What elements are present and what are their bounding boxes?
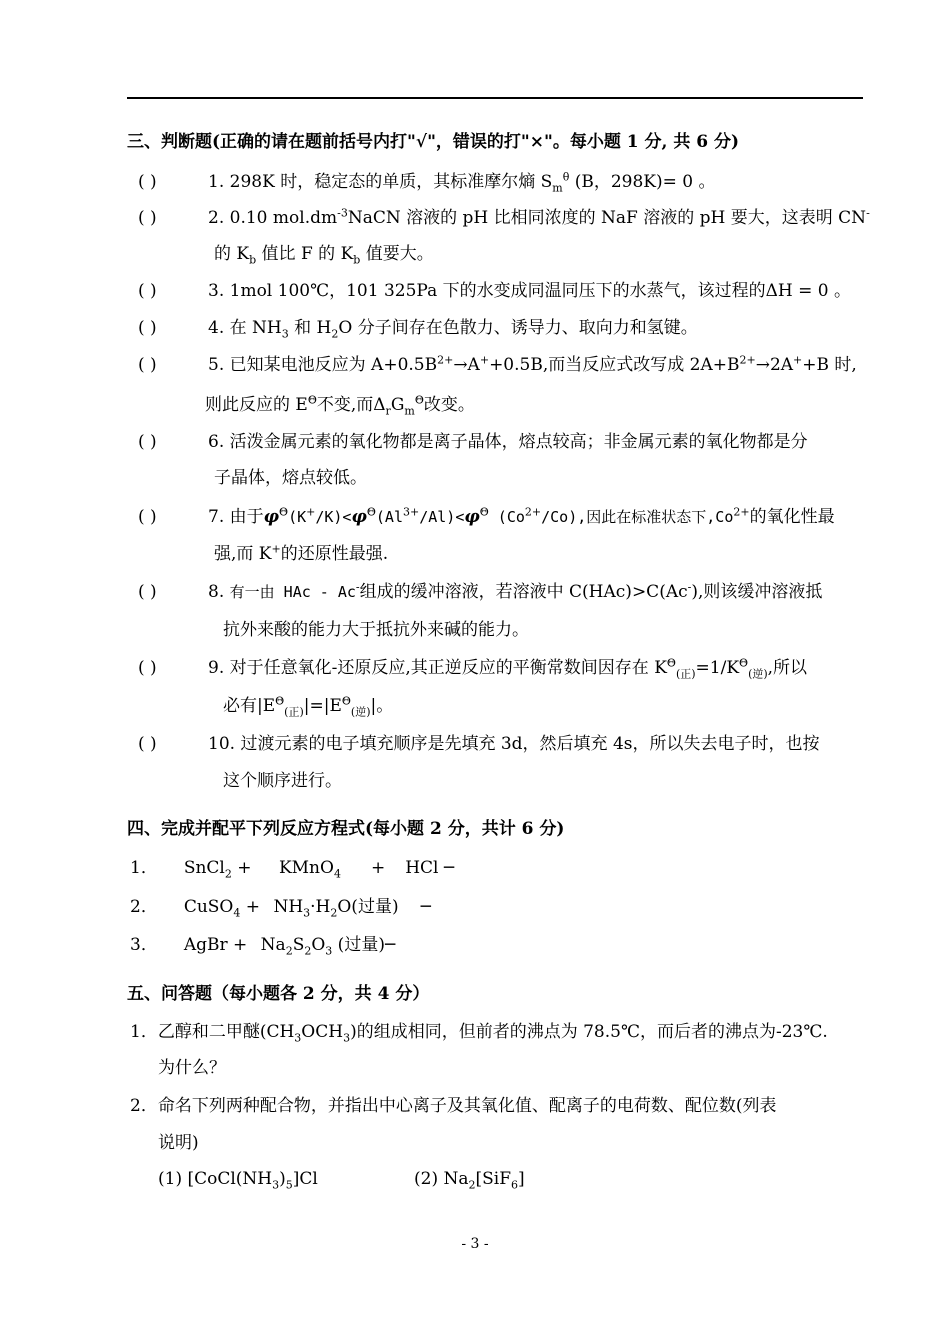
equation-1: 1． SnCl$_2$ + KMnO$_4$ + HCl ─ [130,858,455,881]
judge-item-7: ( ) 7. 由于$\varphi^\Theta(K^+/K)<\varphi^\Theta(Al^{3+}/Al)<\varphi^\Theta$ $(Co^{2+}/Co)$,因此在标准状态下$,Co^{2+}$的氧化性最 [138,505,835,527]
section-4-title: 四、完成并配平下列反应方程式(每小题 2 分，共计 6 分) [127,819,565,839]
judge-item-10-cont: 这个顺序进行。 [223,771,342,791]
answer-paren[interactable]: ( ) [138,208,157,228]
judge-item-2: ( ) 2. 0.10 $mol.dm^{-3}NaCN$ 溶液的 pH 比相同浓度的 NaF 溶液的 pH 要大，这表明 CN- [138,206,870,228]
answer-paren[interactable]: ( ) [138,507,157,527]
judge-item-7-cont: 强,而 K+的还原性最强. [214,542,389,564]
page-number: - 3 - [461,1236,489,1252]
judge-item-10: ( ) 10. 过渡元素的电子填充顺序是先填充 3d，然后填充 4s，所以失去电子时，也按 [138,734,820,754]
judge-item-6: ( ) 6. 活泼金属元素的氧化物都是离子晶体，熔点较高；非金属元素的氧化物都是分 [138,432,808,452]
top-rule [127,97,863,99]
answer-paren[interactable]: ( ) [138,355,157,375]
answer-paren[interactable]: ( ) [138,734,157,754]
judge-item-8: ( ) 8. 有一由 HAc - Ac-组成的缓冲溶液，若溶液中 C(HAc)>C(Ac-),则该缓冲溶液抵 [138,580,823,602]
equation-3: 3． AgBr + $Na_2S_2O_3$ (过量)─ [130,935,396,958]
equation-2: 2． CuSO$_4$ + $NH_3\cdot H_2O$(过量) ─ [130,897,431,920]
judge-item-9: ( ) 9. 对于任意氧化-还原反应,其正逆反应的平衡常数间因存在 $K^\Theta_{(正)}=1/K^\Theta_{(逆)}$,所以 [138,656,808,681]
judge-item-5: ( ) 5. 已知某电池反应为 $A+0.5B^{2+}\to A^++0.5B$,而当反应式改写成 $2A+B^{2+}\to 2A^++B$ 时, [138,353,857,375]
answer-paren[interactable]: ( ) [138,172,157,192]
judge-item-3: ( ) 3. 1mol 100℃，101 325Pa 下的水变成同温同压下的水蒸气，该过程的ΔH = 0 。 [138,281,852,301]
judge-item-5-cont: 则此反应的 $E^\Theta$不变,而$\Delta_rG_m^\Theta$改变。 [205,393,475,418]
judge-item-8-cont: 抗外来酸的能力大于抵抗外来碱的能力。 [223,620,529,640]
judge-item-2-cont: 的 $K_b$ 值比 F 的 $K_b$ 值要大。 [214,244,434,267]
section-3-title: 三、判断题(正确的请在题前括号内打"√"，错误的打"×"。每小题 1 分, 共 6 分) [127,132,740,152]
answer-paren[interactable]: ( ) [138,658,157,678]
judge-item-6-cont: 子晶体，熔点较低。 [214,468,367,488]
qa-item-1: 1．乙醇和二甲醚$(CH_3OCH_3)$的组成相同，但前者的沸点为 78.5℃，而后者的沸点为-23℃. [130,1022,828,1045]
answer-paren[interactable]: ( ) [138,318,157,338]
qa-item-2: 2．命名下列两种配合物，并指出中心离子及其氧化值、配离子的电荷数、配位数(列表 [130,1096,777,1116]
answer-paren[interactable]: ( ) [138,582,157,602]
qa-item-1-cont: 为什么？ [158,1058,226,1078]
judge-item-4: ( ) 4. 在 $NH_3$ 和 $H_2O$ 分子间存在色散力、诱导力、取向力和氢键。 [138,318,698,341]
answer-paren[interactable]: ( ) [138,281,157,301]
judge-item-1: ( ) 1. 298K 时，稳定态的单质，其标准摩尔熵 $S_m^\theta$ (B，298K)= 0 。 [138,170,716,195]
judge-item-9-cont: 必有$|E^\Theta_{(正)}|=|E^\Theta_{(逆)}|$。 [223,694,394,719]
qa-item-2-cont: 说明) [158,1133,199,1153]
answer-paren[interactable]: ( ) [138,432,157,452]
section-5-title: 五、问答题（每小题各 2 分，共 4 分） [127,984,430,1004]
complex-2: (2) $Na_2[SiF_6]$ [414,1169,525,1192]
complex-1: (1) $[CoCl(NH_3)_5]Cl$ [158,1169,318,1192]
